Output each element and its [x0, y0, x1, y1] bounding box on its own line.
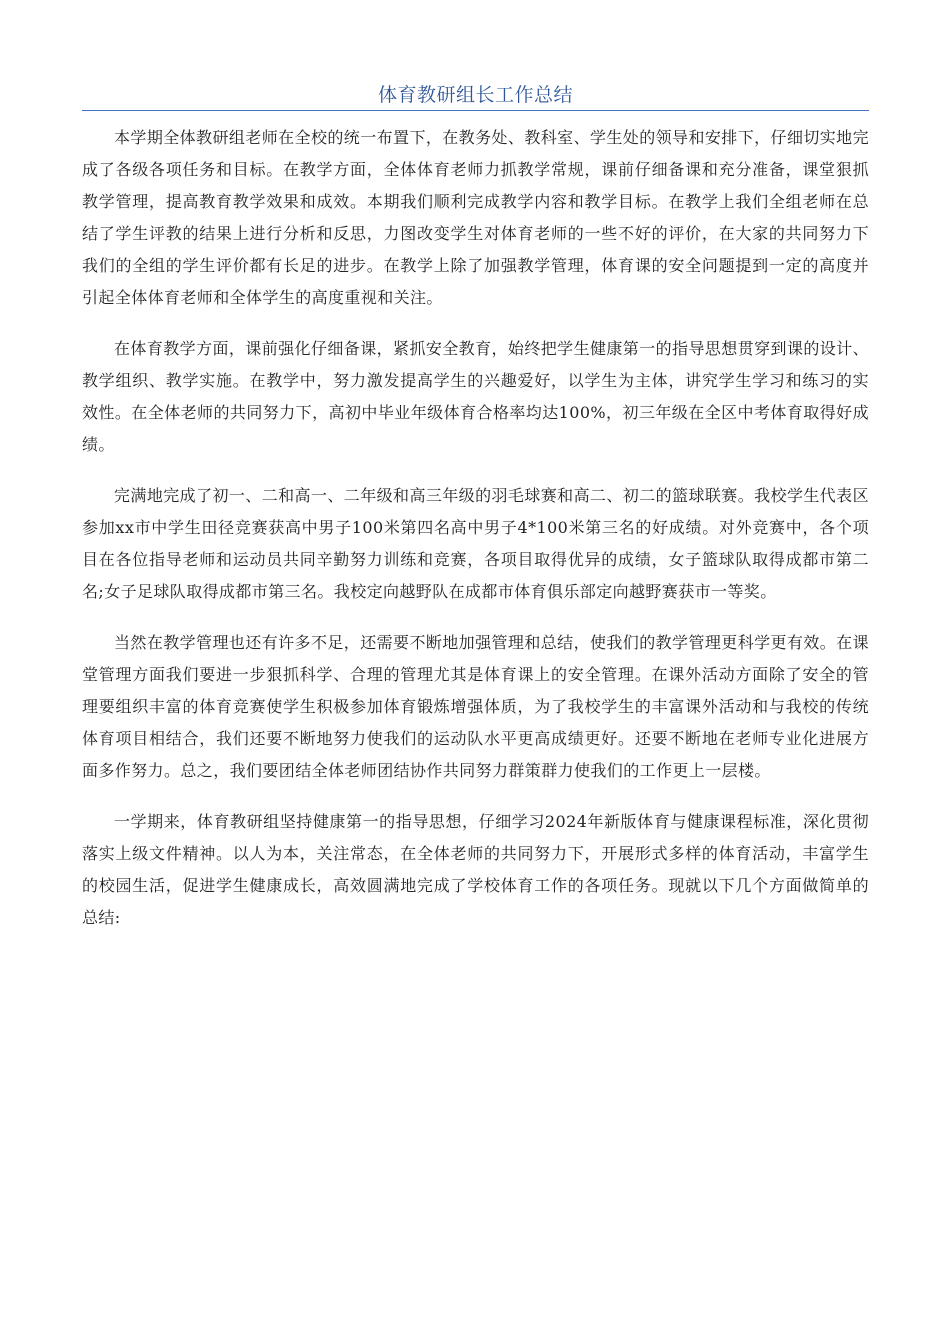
- document-body: [82, 122, 869, 934]
- document-title: 体育教研组长工作总结: [377, 84, 573, 106]
- paragraph-5: 一学期来，体育教研组坚持健康第一的指导思想，仔细学习2024年新版体育与健康课程标准，深化贯彻落实上级文件精神。以人为本，关注常态，在全体老师的共同努力下，开展形式多样的体育活动，丰富学生的校园生活，促进学生健康成长，高效圆满地完成了学校体育工作的各项任务。现就以下几个方面做简单的总结:: [82, 812, 869, 927]
- paragraph-2: 在体育教学方面，课前强化仔细备课，紧抓安全教育，始终把学生健康第一的指导思想贯穿到课的设计、教学组织、教学实施。在教学中，努力激发提高学生的兴趣爱好，以学生为主体，讲究学生学习和练习的实效性。在全体老师的共同努力下，高初中毕业年级体育合格率均达100%，初三年级在全区中考体育取得好成绩。: [82, 339, 869, 454]
- paragraph-1: 本学期全体教研组老师在全校的统一布置下，在教务处、教科室、学生处的领导和安排下，仔细切实地完成了各级各项任务和目标。在教学方面，全体体育老师力抓教学常规，课前仔细备课和充分准备，课堂狠抓教学管理，提高教育教学效果和成效。本期我们顺利完成教学内容和教学目标。在教学上我们全组老师在总结了学生评教的结果上进行分析和反思，力图改变学生对体育老师的一些不好的评价，在大家的共同努力下我们的全组的学生评价都有长足的进步。在教学上除了加强教学管理，体育课的安全问题提到一定的高度并引起全体体育老师和全体学生的高度重视和关注。: [82, 128, 869, 307]
- paragraph-4: 当然在教学管理也还有许多不足，还需要不断地加强管理和总结，使我们的教学管理更科学更有效。在课堂管理方面我们要进一步狠抓科学、合理的管理尤其是体育课上的安全管理。在课外活动方面除了安全的管理要组织丰富的体育竞赛使学生积极参加体育锻炼增强体质，为了我校学生的丰富课外活动和与我校的传统体育项目相结合，我们还要不断地努力使我们的运动队水平更高成绩更好。还要不断地在老师专业化进展方面多作努力。总之，我们要团结全体老师团结协作共同努力群策群力使我们的工作更上一层楼。: [82, 633, 869, 780]
- document-page: [82, 0, 869, 953]
- paragraph-3: 完满地完成了初一、二和高一、二年级和高三年级的羽毛球赛和高二、初二的篮球联赛。我校学生代表区参加xx市中学生田径竞赛获高中男子100米第四名高中男子4*100米第三名的好成绩。对外竞赛中，各个项目在各位指导老师和运动员共同辛勤努力训练和竞赛，各项目取得优异的成绩，女子篮球队取得成都市第二名;女子足球队取得成都市第三名。我校定向越野队在成都市体育俱乐部定向越野赛获市一等奖。: [82, 486, 869, 601]
- title-header: [82, 80, 869, 111]
